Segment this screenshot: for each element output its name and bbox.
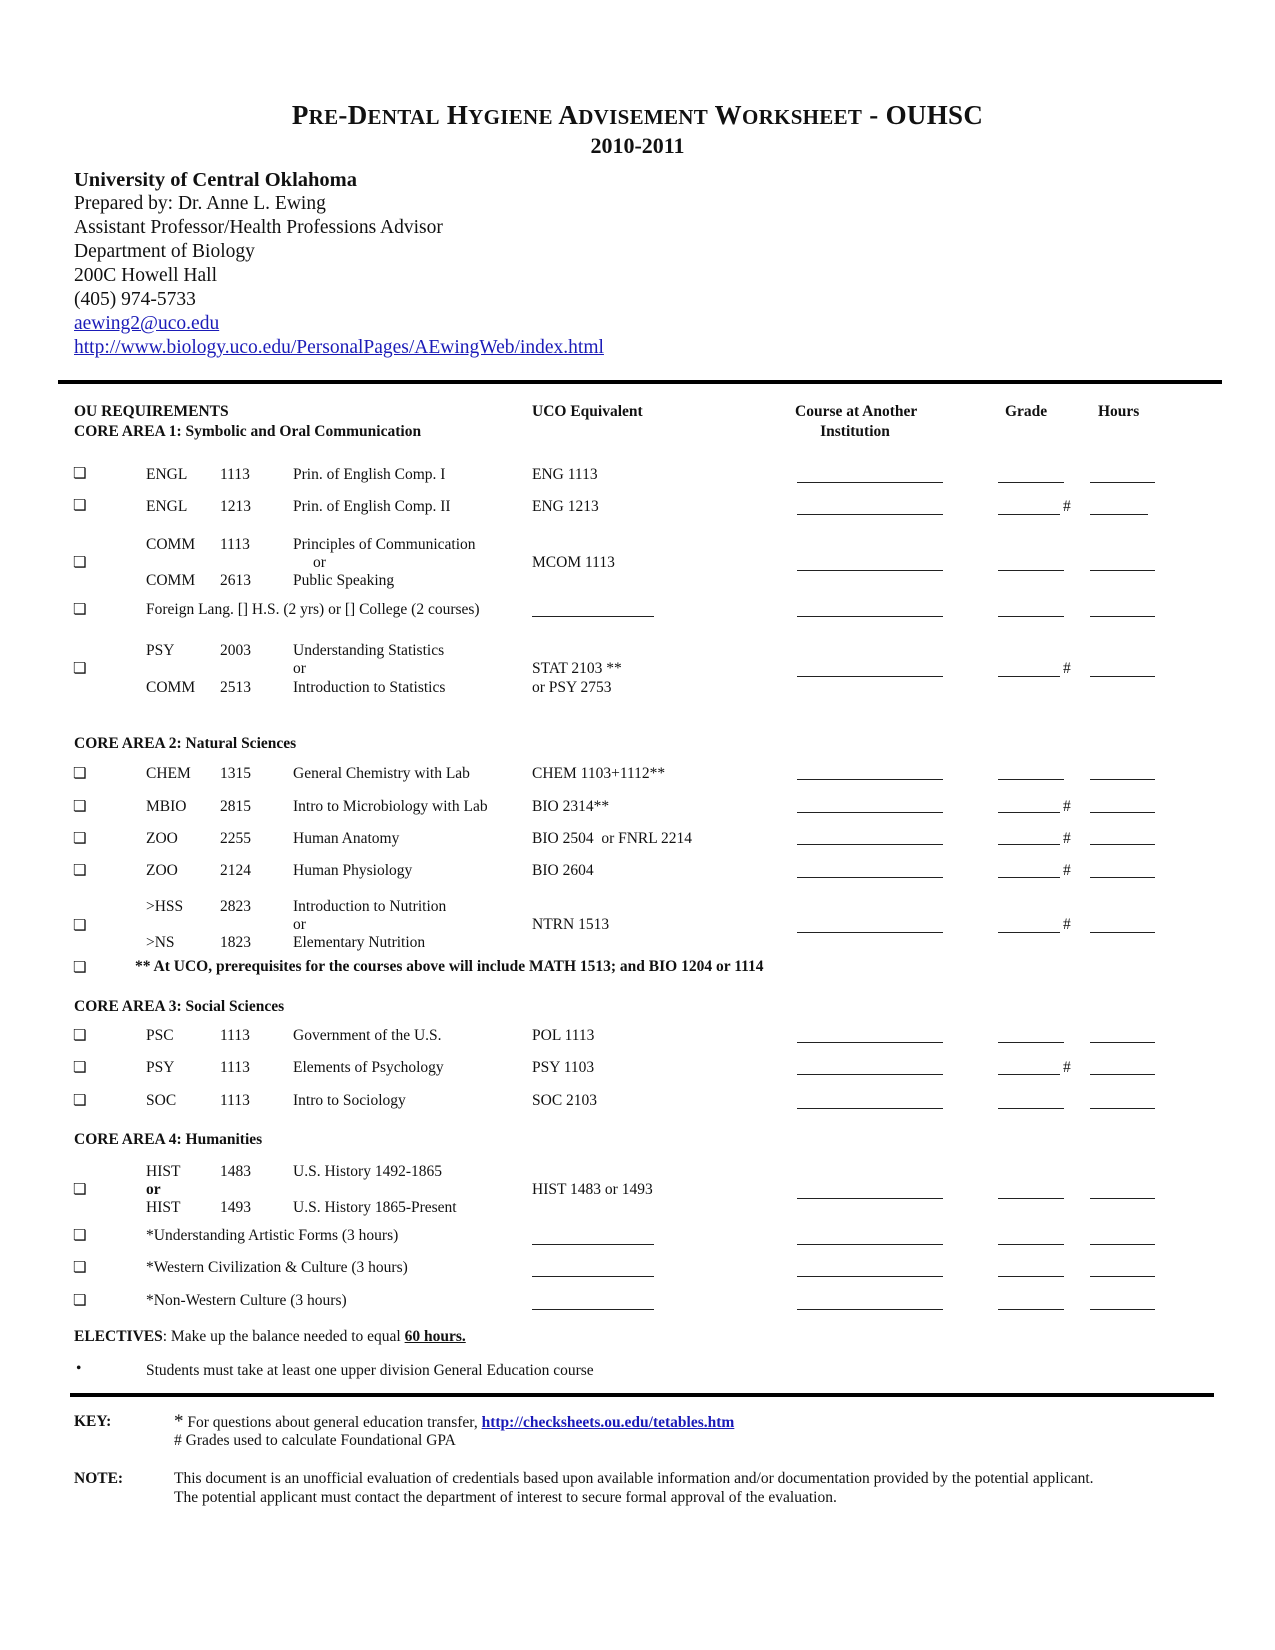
course-number: 2815 xyxy=(220,798,251,815)
hours-field[interactable] xyxy=(1090,877,1155,878)
course-dept: HIST xyxy=(146,1199,181,1216)
uco-equivalent-header: UCO Equivalent xyxy=(532,403,643,420)
gpa-marker: # xyxy=(1063,862,1071,879)
uco-equivalent: BIO 2504 or FNRL 2214 xyxy=(532,830,693,847)
uco-equivalent: PSY 1103 xyxy=(532,1059,595,1076)
course-other-field[interactable] xyxy=(797,514,943,515)
course-other-field[interactable] xyxy=(797,1042,943,1043)
ou-requirements-header: OU REQUIREMENTS CORE AREA 1: Symbolic and Oral Communication xyxy=(74,403,422,440)
course-title: Introduction to Nutrition xyxy=(293,898,447,915)
key-line-1: * For questions about general education transfer, http://checksheets.ou.edu/tetables.htm xyxy=(174,1411,735,1432)
course-number: 2513 xyxy=(220,679,251,696)
note-line-2: The potential applicant must contact the department of interest to secure formal approval of the evaluation. xyxy=(174,1489,837,1506)
course-other-field[interactable] xyxy=(797,482,943,483)
course-dept: ZOO xyxy=(146,862,178,879)
hours-field[interactable] xyxy=(1090,932,1155,933)
course-title: Elements of Psychology xyxy=(293,1059,444,1076)
hours-field[interactable] xyxy=(1090,570,1155,571)
gpa-marker: # xyxy=(1063,798,1071,815)
grade-field[interactable] xyxy=(998,676,1060,677)
course-dept: SOC xyxy=(146,1092,177,1109)
course-title: Prin. of English Comp. I xyxy=(293,466,446,483)
note-line-1: This document is an unofficial evaluation of credentials based upon available information and/or documentation provided by the potential applicant. xyxy=(174,1470,1094,1487)
course-dept: COMM xyxy=(146,536,196,553)
checkbox-icon[interactable]: ❏ xyxy=(73,1058,87,1076)
course-other-field[interactable] xyxy=(797,932,943,933)
hours-field[interactable] xyxy=(1090,676,1155,677)
checkbox-icon[interactable]: ❏ xyxy=(73,464,87,482)
uco-equivalent: SOC 2103 xyxy=(532,1092,598,1109)
course-title: Public Speaking xyxy=(293,572,395,589)
checkbox-icon[interactable]: ❏ xyxy=(73,829,87,847)
uco-equivalent: BIO 2314** xyxy=(532,798,610,815)
course-other-field[interactable] xyxy=(797,877,943,878)
checkbox-icon[interactable]: ❏ xyxy=(73,1180,87,1198)
course-other-field[interactable] xyxy=(797,844,943,845)
course-title: Understanding Statistics xyxy=(293,642,445,659)
university-name: University of Central Oklahoma xyxy=(74,169,357,191)
course-dept: ENGL xyxy=(146,498,188,515)
course-title: General Chemistry with Lab xyxy=(293,765,470,782)
course-number: 1315 xyxy=(220,765,251,782)
department: Department of Biology xyxy=(74,241,255,262)
course-dept: ENGL xyxy=(146,466,188,483)
hours-field[interactable] xyxy=(1090,482,1155,483)
course-number: 1113 xyxy=(220,466,250,483)
checkbox-icon[interactable]: ❏ xyxy=(73,1291,87,1309)
bullet-icon: • xyxy=(76,1360,82,1377)
course-other-field[interactable] xyxy=(797,616,943,617)
grade-field[interactable] xyxy=(998,616,1064,617)
course-title: Human Anatomy xyxy=(293,830,400,847)
or-label: or xyxy=(146,1181,161,1198)
hours-field[interactable] xyxy=(1090,1108,1155,1109)
course-title: Government of the U.S. xyxy=(293,1027,442,1044)
checksheets-link[interactable]: http://checksheets.ou.edu/tetables.htm xyxy=(481,1414,735,1431)
uco-equivalent: NTRN 1513 xyxy=(532,916,610,933)
phone: (405) 974-5733 xyxy=(74,289,196,310)
gpa-marker: # xyxy=(1063,1059,1071,1076)
hours-header: Hours xyxy=(1098,403,1140,420)
uco-equivalent-field[interactable] xyxy=(532,1244,654,1245)
course-dept: PSC xyxy=(146,1027,174,1044)
or-label: or xyxy=(293,660,306,677)
grade-field[interactable] xyxy=(998,1276,1064,1277)
checkbox-icon[interactable]: ❏ xyxy=(73,916,87,934)
grade-field[interactable] xyxy=(998,812,1060,813)
uco-equivalent-alt: or PSY 2753 xyxy=(532,679,612,696)
grade-field[interactable] xyxy=(998,1074,1060,1075)
course-title: Human Physiology xyxy=(293,862,413,879)
course-number: 1213 xyxy=(220,498,251,515)
document-year: 2010-2011 xyxy=(590,133,685,158)
course-dept: MBIO xyxy=(146,798,187,815)
hours-field[interactable] xyxy=(1090,779,1155,780)
hours-field[interactable] xyxy=(1090,1042,1155,1043)
course-number: 1113 xyxy=(220,1059,250,1076)
course-other-institution-header: Course at Another Institution xyxy=(795,403,918,440)
checkbox-icon[interactable]: ❏ xyxy=(73,1026,87,1044)
uco-equivalent: ENG 1113 xyxy=(532,466,598,483)
grade-field[interactable] xyxy=(998,1042,1064,1043)
course-other-field[interactable] xyxy=(797,1198,943,1199)
course-title: U.S. History 1865-Present xyxy=(293,1199,457,1216)
document-title: PRE-DENTAL HYGIENE ADVISEMENT WORKSHEET - OUHSC xyxy=(291,100,984,130)
checkbox-icon[interactable]: ❏ xyxy=(73,1258,87,1276)
hours-field[interactable] xyxy=(1090,1309,1155,1310)
gpa-marker: # xyxy=(1063,830,1071,847)
course-title: *Western Civilization & Culture (3 hours) xyxy=(146,1259,408,1276)
hours-field[interactable] xyxy=(1090,812,1155,813)
course-other-field[interactable] xyxy=(797,1244,943,1245)
bottom-divider xyxy=(70,1393,1214,1397)
course-other-field[interactable] xyxy=(797,1276,943,1277)
hours-field[interactable] xyxy=(1090,514,1148,515)
grade-field[interactable] xyxy=(998,570,1064,571)
advisor-role: Assistant Professor/Health Professions Advisor xyxy=(74,217,443,238)
checkbox-icon[interactable]: ❏ xyxy=(73,600,87,618)
course-other-field[interactable] xyxy=(797,676,943,677)
gpa-marker: # xyxy=(1063,498,1071,515)
key-line-2: # Grades used to calculate Foundational GPA xyxy=(174,1432,456,1449)
course-title: *Non-Western Culture (3 hours) xyxy=(146,1292,347,1309)
core-area-4-heading: CORE AREA 4: Humanities xyxy=(74,1131,263,1148)
key-label: KEY: xyxy=(74,1413,112,1430)
or-label: or xyxy=(293,916,306,933)
note-label: NOTE: xyxy=(74,1470,124,1487)
gpa-marker: # xyxy=(1063,660,1071,677)
grade-field[interactable] xyxy=(998,1108,1064,1109)
uco-equivalent: ENG 1213 xyxy=(532,498,599,515)
course-title: Intro to Microbiology with Lab xyxy=(293,798,488,815)
website-link[interactable]: http://www.biology.uco.edu/PersonalPages/AEwingWeb/index.html xyxy=(74,337,604,358)
contact-block xyxy=(74,168,604,360)
gpa-marker: # xyxy=(1063,916,1071,933)
checkbox-icon[interactable]: ❏ xyxy=(73,797,87,815)
course-other-field[interactable] xyxy=(797,570,943,571)
course-dept: COMM xyxy=(146,679,196,696)
uco-equivalent-field[interactable] xyxy=(532,1276,654,1277)
course-other-field[interactable] xyxy=(797,1309,943,1310)
grade-header: Grade xyxy=(1005,403,1048,420)
uco-equivalent: MCOM 1113 xyxy=(532,554,615,571)
course-title: Prin. of English Comp. II xyxy=(293,498,451,515)
office: 200C Howell Hall xyxy=(74,265,217,286)
course-dept: CHEM xyxy=(146,765,191,782)
checkbox-icon[interactable]: ❏ xyxy=(73,553,87,571)
grade-field[interactable] xyxy=(998,932,1060,933)
grade-field[interactable] xyxy=(998,844,1060,845)
course-dept: ZOO xyxy=(146,830,178,847)
course-number: 1113 xyxy=(220,536,250,553)
prerequisite-note: ** At UCO, prerequisites for the courses above will include MATH 1513; and BIO 1204 or 1114 xyxy=(135,958,764,975)
course-dept: HIST xyxy=(146,1163,181,1180)
checkbox-icon[interactable]: ❏ xyxy=(73,861,87,879)
uco-equivalent: POL 1113 xyxy=(532,1027,595,1044)
or-label: or xyxy=(313,554,326,571)
grade-field[interactable] xyxy=(998,514,1060,515)
grade-field[interactable] xyxy=(998,1244,1064,1245)
course-title: U.S. History 1492-1865 xyxy=(293,1163,442,1180)
course-number: 1113 xyxy=(220,1092,250,1109)
course-number: 1483 xyxy=(220,1163,251,1180)
checkbox-icon[interactable]: ❏ xyxy=(73,496,87,514)
course-title: Elementary Nutrition xyxy=(293,934,426,951)
course-other-field[interactable] xyxy=(797,1074,943,1075)
grade-field[interactable] xyxy=(998,779,1064,780)
course-number: 1493 xyxy=(220,1199,251,1216)
course-number: 2124 xyxy=(220,862,251,879)
upper-division-note: Students must take at least one upper division General Education course xyxy=(146,1362,594,1379)
core-area-2-heading: CORE AREA 2: Natural Sciences xyxy=(74,735,297,752)
checkbox-icon[interactable]: ❏ xyxy=(73,1091,87,1109)
course-number: 2255 xyxy=(220,830,251,847)
email-link[interactable]: aewing2@uco.edu xyxy=(74,313,220,334)
course-other-field[interactable] xyxy=(797,779,943,780)
course-title: Principles of Communication xyxy=(293,536,476,553)
uco-equivalent-field[interactable] xyxy=(532,616,654,617)
uco-equivalent: BIO 2604 xyxy=(532,862,594,879)
electives-line: ELECTIVES: Make up the balance needed to equal 60 hours. xyxy=(74,1328,466,1345)
uco-equivalent-field[interactable] xyxy=(532,1309,654,1310)
course-dept: PSY xyxy=(146,1059,175,1076)
course-dept: COMM xyxy=(146,572,196,589)
top-divider xyxy=(58,380,1222,384)
grade-field[interactable] xyxy=(998,1198,1064,1199)
hours-field[interactable] xyxy=(1090,844,1155,845)
checkbox-icon[interactable]: ❏ xyxy=(73,958,87,976)
uco-equivalent: CHEM 1103+1112** xyxy=(532,765,666,782)
course-dept: >NS xyxy=(146,934,175,951)
course-title: Intro to Sociology xyxy=(293,1092,406,1109)
prepared-by: Prepared by: Dr. Anne L. Ewing xyxy=(74,193,326,214)
course-number: 2823 xyxy=(220,898,251,915)
course-title: *Understanding Artistic Forms (3 hours) xyxy=(146,1227,399,1244)
checkbox-icon[interactable]: ❏ xyxy=(73,659,87,677)
course-number: 2003 xyxy=(220,642,251,659)
course-other-field[interactable] xyxy=(797,812,943,813)
hours-field[interactable] xyxy=(1090,616,1155,617)
uco-equivalent: STAT 2103 ** xyxy=(532,660,622,677)
grade-field[interactable] xyxy=(998,482,1064,483)
course-title: Introduction to Statistics xyxy=(293,679,446,696)
hours-field[interactable] xyxy=(1090,1276,1155,1277)
foreign-language-text: Foreign Lang. [] H.S. (2 yrs) or [] College (2 courses) xyxy=(146,601,480,618)
hours-field[interactable] xyxy=(1090,1074,1155,1075)
hours-field[interactable] xyxy=(1090,1198,1155,1199)
course-number: 1113 xyxy=(220,1027,250,1044)
course-dept: PSY xyxy=(146,642,175,659)
checkbox-icon[interactable]: ❏ xyxy=(73,764,87,782)
grade-field[interactable] xyxy=(998,877,1060,878)
checkbox-icon[interactable]: ❏ xyxy=(73,1226,87,1244)
course-number: 1823 xyxy=(220,934,251,951)
course-dept: >HSS xyxy=(146,898,184,915)
core-area-3-heading: CORE AREA 3: Social Sciences xyxy=(74,998,285,1015)
uco-equivalent: HIST 1483 or 1493 xyxy=(532,1181,653,1198)
grade-field[interactable] xyxy=(998,1309,1064,1310)
course-number: 2613 xyxy=(220,572,251,589)
hours-field[interactable] xyxy=(1090,1244,1155,1245)
course-other-field[interactable] xyxy=(797,1108,943,1109)
